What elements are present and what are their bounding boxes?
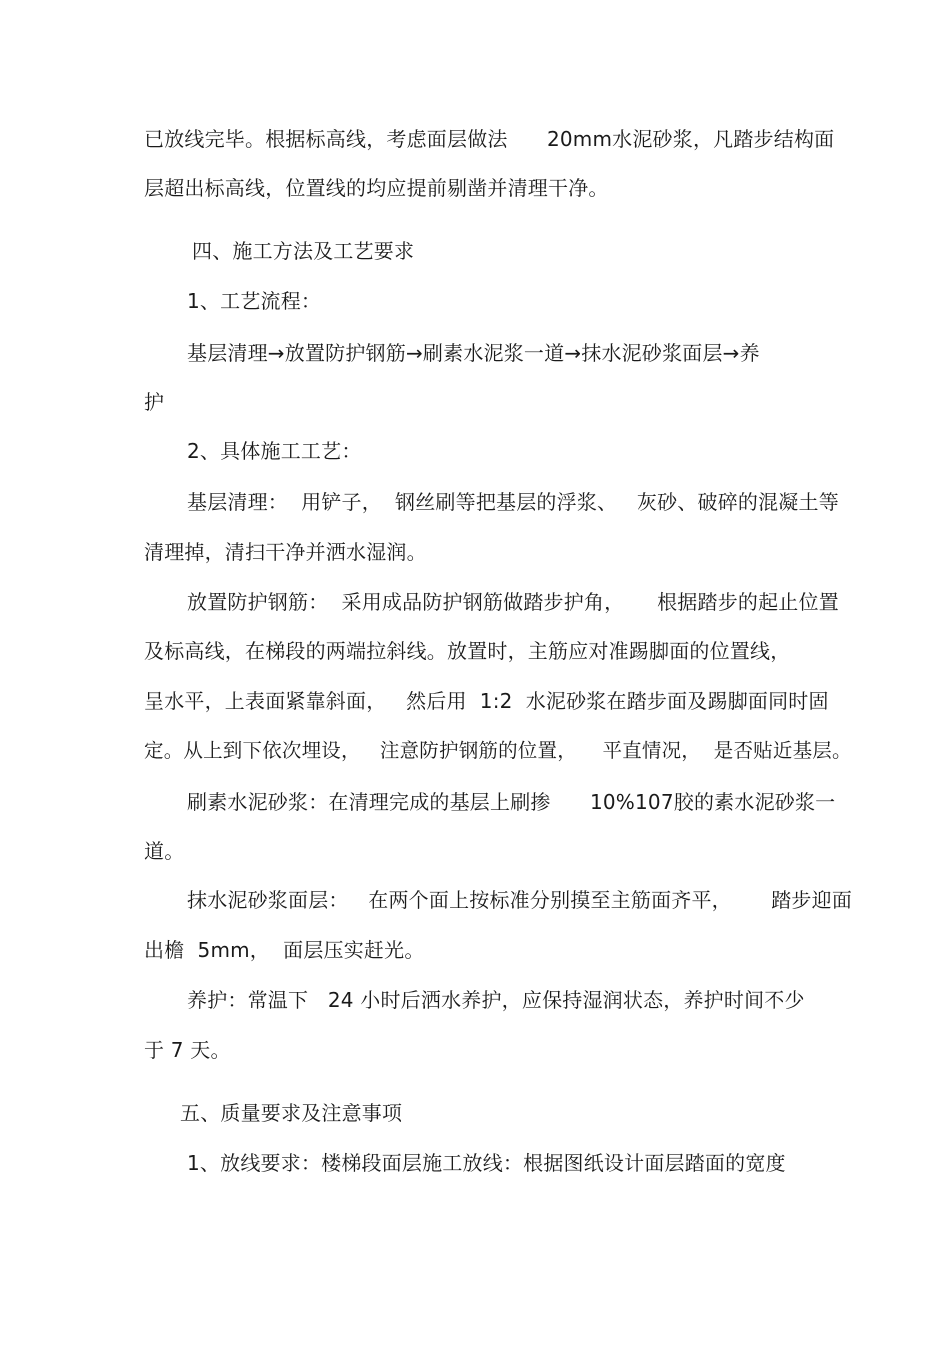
text-line: 养护：常温下 24 小时后洒水养护，应保持湿润状态，养护时间不少 [187, 988, 805, 1012]
section-heading: 四、施工方法及工艺要求 [192, 239, 415, 263]
text-line: 1、放线要求：楼梯段面层施工放线：根据图纸设计面层踏面的宽度 [187, 1151, 786, 1175]
text-line: 定。从上到下依次埋设， 注意防护钢筋的位置， 平直情况， 是否贴近基层。 [144, 739, 852, 762]
text-line: 放置防护钢筋： 采用成品防护钢筋做踏步护角， 根据踏步的起止位置 [187, 590, 839, 614]
text-line: 基层清理→放置防护钢筋→刷素水泥浆一道→抹水泥砂浆面层→养 [187, 341, 760, 365]
text-line: 道。 [144, 839, 185, 863]
subsection-heading: 2、具体施工工艺： [187, 439, 362, 463]
text-line: 抹水泥砂浆面层： 在两个面上按标准分别摸至主筋面齐平， 踏步迎面 [187, 888, 853, 912]
text-line: 清理掉，清扫干净并洒水湿润。 [144, 540, 427, 564]
text-line: 出檐 5mm， 面层压实赶光。 [144, 938, 425, 962]
subsection-heading: 1、工艺流程： [187, 289, 322, 313]
text-line: 呈水平，上表面紧靠斜面， 然后用 1:2 水泥砂浆在踏步面及踢脚面同时固 [144, 689, 829, 713]
text-line: 护 [144, 390, 165, 414]
section-heading: 五、质量要求及注意事项 [180, 1101, 403, 1125]
text-line: 及标高线，在梯段的两端拉斜线。放置时，主筋应对准踢脚面的位置线， [144, 639, 791, 663]
text-line: 基层清理： 用铲子， 钢丝刷等把基层的浮浆、 灰砂、破碎的混凝土等 [187, 490, 839, 514]
text-line: 已放线完毕。根据标高线，考虑面层做法 20mm水泥砂浆，凡踏步结构面 [144, 127, 835, 151]
text-line: 层超出标高线，位置线的均应提前剔凿并清理干净。 [144, 176, 609, 200]
text-line: 刷素水泥砂浆：在清理完成的基层上刷掺 10%107胶的素水泥砂浆一 [187, 790, 836, 814]
text-line: 于 7 天。 [144, 1038, 231, 1062]
